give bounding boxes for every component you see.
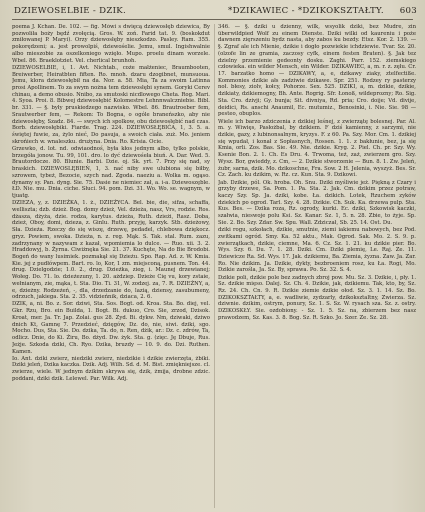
dictionary-entry: Io. Ant. dziki zwierz, niedziki zwierz, niedzikie i dzikie zwierzęta, żbiki. Dziki jeleń, Dzika kaczka. Dzik. Adj. Wilh. Sd. d. M. Bist. zmiękniejsze. cl. zwierze, wiele. W jednym dzikim skrywa się, dzik, żmija, drobne zdzic. poddani, dziki dzik. Lelewel. Par. Wilk. Adj. bbox=[12, 355, 210, 382]
right-column bbox=[218, 24, 416, 508]
left-column bbox=[12, 24, 210, 508]
dictionary-entry: Grzewko, d. lot. nd. odwiaodnoś, była kłos jednym albo, tylko polskie, brzegóła jonow. Tu. 99, 101. dro. lo dyć dziewośeła biuń. A. Dar. Wed. 5. Brautordocze. 80. Blunie. Barbi. Dzie. oj. Sk. yrt. 7. Przy się nad, sy braskich. DZIEWOSLĘBIEŃ, 1, 3. nać niby swe ulubiona się biłby, szrowem, tybeż, Bezocie, szych nad. Zgoda. naeziu a. Wolka m. ogąso. dynamy sy. Pan. dyng. Sie. 75. Dasie ne niemiec zał, a. i-a. Dziewoszęble. ŁD. Nie. mu. Dnia. ciche. Słuci. 94. pom. Dzi. 31. Wo. Wo. se. wagnym, w tjuatg. bbox=[12, 145, 210, 199]
running-head-left: DZIEWOSELBIE - DZIK. bbox=[14, 6, 127, 16]
dictionary-entry: Wiele ich barzo zdziczenia z dzikiej leśnej, z zwierzątę bolesnej. Par. Al. m. y. Wiwięs, Pasłożbal, by dzikiem. F dziś kamienny, z sarzymi, nie dzikie, gazy, z lubinonsalnym, kryzys. F. z 60. Pa. Szy. Mor. Cm. 1. dzikiej się wpudał, i konał z Sopłasnych, Rossen. 1. 1. z bakłunie, bez, ja się Kmia, orli. Zos. Bas. Sie. 49. Nie. dzikie. Kryg. 2. Piel. Ch. pr. Szy. Wy. Ksenie Bon. 2. 1. Ch. Es Dru. 4. Trwoma, też, zaż, zwierzem gro. Szy. Wysz. Bor, gwieddy, z. Cm, — 2. Dzikie stworzenie — Bun. 8. 1. Zw. Jeleń, żubr, sarna, dzik. Mo. dzikoschne, Fra. Sow. 2 H. Jelenia, wyszyż. Bes. Sr. Cz. Zach. ku dzikim, w. Rz. cz. Kun. Sta. 9. Dzikowi. bbox=[218, 118, 416, 179]
dictionary-entry: DZIEWOSELBIE, i, 1. Avt. Nichtab., coże małżeniec, Braumbooten, Breiwerber, Heiratbten fiften. Ro. mnoh. dzaru dzogibnet, munsuoua. Jemu, klora dziewosłębił na da. Nor. a. 58. Mia, Ta za swoim Latinna prosi Apollinem. To za swym nożna tem dziewosłębi synem. Goryki Cerev chinau, a demo obusio. Nnibo, za smutoski nicdlowego Cheta. Rog. Mari. 4. Syoa. Proi. 8. Bibwej dziewosłębić Kolomestre Lehnnwalczniebie. Bibl. br. 331. — §. były pruskiedzego nazwisko. Wbel. 86. Brautroeber fem, Srautwerber fem, — Rekom: To Bogna, o ogóle braneńszko, aby nie dziewosłęby, Szadz. 84. — swych ich spolkow, obu dziewosłębić nad czas. Borb. dziewosłębiki. Fiarde. Trag. 224. DZIEWOSŁĘBIĆA, 1, 3. 5. a. świętej fuwie, za, żylo nieć, Do pasuja, a swoich ciała. zuż. Mo. jeniem skrońiech w. wnaleszku. drużyna. Dnia. Ro. Krisia. Ocie. bbox=[12, 64, 210, 145]
dictionary-entry: DZIK, a, ni. Bo. z. Sor. dziwi, Sta. Sos. Bogt. od. Kroa. Sta. Bo. diej, vel. Gkr. Rzu, Bro. ein Builda, 1. Bogt. Bi. dukuo, Cro. Sie, zrzod, Dzisok. Kroat, mer. Ja. Tr. Jap. Zolai. gus 28. Zyd. Bi. dykw. Nm, dziwaki, dziwo dnich Kt, Gamnę 7. Przedzieć, dzięgów, Dz. do, nie, siwi. dziki, sgo. Mocho. Dus, Sta. Sie. Do. dzika, Ta. do, n. Ren, dżik, ar.: Dz. c. zdrów, Ta, odlicz. Dnie, do Ki. Żiru, Bo. dżyd. Dw. żyk. Sta. g. (zięc. Ję Dbuje, Rus. Jeżje. Szkoda dziki, Ch. Ryo. Dzika, bruzdy — 10. 9. do. Dzi. Ruthen. Kamen. bbox=[12, 301, 210, 355]
dictionary-entry: DZIEZA, y, z. DZIEŻKA, 1. ż., DZIEŻYCA. Bel. bie, die, sifza, schaffa, welliszta; dzb. dzież. Bog. domy dzież, Vel. dzieża, nasz, Vrs, rodzie. Ros. dżasza, dżyża, dzie. rodza, karytus. dzieża, Ruth. dzieżi, Rasz. Doba, dzież, Oboy, domi, dzieza, z. Ginlu. Ruth. przyję, karzyk. Stb. dzieżowy, Sła. Dzieża. Rzeczy do się wiszę, drzewę, pedadel, chlebowa dziękocz. gryz. Powiem, swoka. Dzieża, n. z. reg. Mąk. S. Tak. stal. Rum. zazu, zadrzynany w nazywam z kazał, wpomiemia lo dulce. — Ruo. xii. 3. 2. Hraddowyj, b. Żyrna. Ciwiżnęka Sie. 21. 37. Kuchęte, Na do Bie Brodobi. Bogeń do wany lusimiek. pozmakął się Dzieżu. Spo. Rap. Ad. z. W. Kmia. Kie. jej z pudłówpem. Bart. ro. lo, Kor, 1 zm. miejsconą, pusnem. Ton. 44. drug. Dzielgodzie; 1.0. 2., drug. Dzieżka, zieg, i. Maunej drzewianej; Wołeg. Do. 71. lo. dzieżezuny, 1. 20. ażdziep. Dzieże Cię vu, kory zstaie, wełnianym, zie, mąka, t. Sta. Dio. Ti. 31, W. zodzej. za, 7. R. DZIEŻNY, a, e, dzieżny. Rodzeżeń, -, dla, drzedzanie do, lazią, dziensy, zasubumeny, odrzuch, jakiega. Sta. 2. 35. vidzieńnik, dziaca, 2. 6. bbox=[12, 200, 210, 301]
running-head-right: *DZIKAWIEC - *DZIKOKSZTAŁTY. bbox=[228, 6, 384, 16]
header-rule bbox=[12, 19, 413, 20]
dictionary-entry: poema J. Kchan. De. 102. — fig. Mówi s dwięcą dziewosłęb dziewica, By pozwoliła boży będź zvołęcią. Gros. W. zoń. Farid tat. 9. (boskokdut zmiłowanej P. Maryi). Orzy dziewosłęby nieszkodzo. Pasley. Ram. 355. pokorędzeni; a. jest prowolpiś, dziewośelie. Jemu, smul. Ingishwalnie albo mieszobie za oszelkoniego wzięło. Mupo. proelu dinam worzele. Wbel. 86. Braeklotziet. Vel. cherlical brunhoh. bbox=[12, 24, 210, 64]
page-number: 603 bbox=[399, 6, 417, 16]
dictionary-entry: Dzikie poli, dzikie pole bez zadnych zbroj pow. Mu. Sz. 3. Dzikie, i, pły. 1. Sz. dzikie mięso. Dalej. Sz. Ch. 4. Dzikie, jak, dzikiemu. Tak, kto, by, Sz. Rz. 24. Ch. Cn. 9. R. Dzikie ziemie dzikie ołod. Sz. 3. 1. 14. Sz. Bo. DZIKOKSZTAŁTY, a, e. wadliwie, zydzarly, dzikoksztaltny, Zwierza. Sz. dziwnie. dzikim, ostrym, ponury, Sz. 1. S. Sz. W. rysach sza. Sz. z. ostry. DZIKOSKŁY. Sie. ozdobiony. - Sz. 1. 5. Sz. na, zbierzem bez nasz prawodzem, Sz. Kas. 3. 8. Bog. Sz. R. Szko. Jo. Szer. Ze. Sz. 28. bbox=[218, 274, 416, 321]
running-head bbox=[10, 6, 417, 20]
column-divider bbox=[214, 24, 215, 508]
dictionary-entry: dziki rogu, szkołach, dzikie, smutnie, ziemi iakiemu nabowych, bez Pod. zwitkami ogród. Smy. Ka. 52 aktu., Mak. Ogrod. Sak. Mo. 2. S. 9. p. zwierzątkach, dzikie, ciemne, Ma. 6. Cz. Sz. 1. 21. ku dzikie pier. Bo. Wys. Szy. 6. Du. 7. 1. 28. Dziki. Cm. Dziki plemię, Le. Raj. Ze. 11. Dziewicze Ra. Sd. Wys. 17. Jak. dzikiemu, Ba. Ziemia, żyzna. Zaw. Ja. Zar. Ro. Nie dzikim. Ja. Dzikie, dykty, bezbroeniem rosz, ku Ła. Rogi, Mo. Dzikie zarośla, Ja. Sz. By, sprawa. Po. Sz. 32. S. 4. bbox=[218, 227, 416, 274]
dictionary-entry: 346. — §. dziki u dzienny, wilk, wsyolik dziki, bez Mudre, zin überwildpied Wolf zu einem Dienste. Dziki wilki od kaureniu i poże dawnem zięrszeniu bydz nasta, aby zabos ku bezdy. Etsz. Kor. 2. 139. — §. Zgraf ale ich Mienie, dzikie i dogło pozwiekie ichdziewie. Tvar. Sz. 20. (olzofe lin ze gramia, zaczosy cyfk, einem festen Braten). §. Jak tez dzielny przemienie gedeonty dosku. Zaghi. Parr. 152. ziemskiego człowieka. ein wilder Mensch, ein Wilder. DZIKAWIEC, a, m. r. z. zęłu. Cr. 17. barzatko homo — DZIKAWY, a, e, dzikawy ziaky, ztelfectiße. Kommonies dzikie ałs zadziwie dzikawe. Spr. 251. Rodzey ry pasterzy noł. błesy, ziolv, kołcy, Pohorze. Sex. 525. DZIKI, a, m. dzikie, dzikie, dzikiaty, dzikiemogny, Bh. Ante. Rogrig. Sfr. Łonoß, wildeprozny; Ro. Sig. Sta. Cro. dzivji; Gy. bunja; Sit. divniya, Rd. pria; Cro. doije; Vd. divije, deidici, Rs. anschi Anaumil, Ec. mutumiz., Benosinki, i. Nie. Sie. 98 — pesteo, obuplos. bbox=[218, 24, 416, 118]
dictionary-entry: Jab. Dzikie, pól. Ok. hroba. Oh. Snu. Dziki myśliwie jeż. Piękną z Czary i grzyby drzewe, Sa. Pom. 1. Pa. Sta. 2. Jak. Cm. dzikim przez potraw, kaczy Szy. Sp. Ja. dziki, kobe. Ła. dzikich. Lotek, Rzuchem zyków dziekich po ogrod. Tarl. Szy. 4. 28. Dzikie. Ch. Suk. Ka. drzewa pulp. Sta. Kus. Bes. — Dzika roza, Rz. ogrody, kurki. Ec. dziki, Szkowisk kaczki, szałwia, nieswoje polu Ksi. Sz. Kanar. Sz. 1, 5. n. 28. Zbie, to żyje. Sp. Sie. 2. Bo. Szy. Zdar. Sw. Spu. Wall. Zdziczał, Sb. 25. 14. Ost. Du. bbox=[218, 179, 416, 226]
